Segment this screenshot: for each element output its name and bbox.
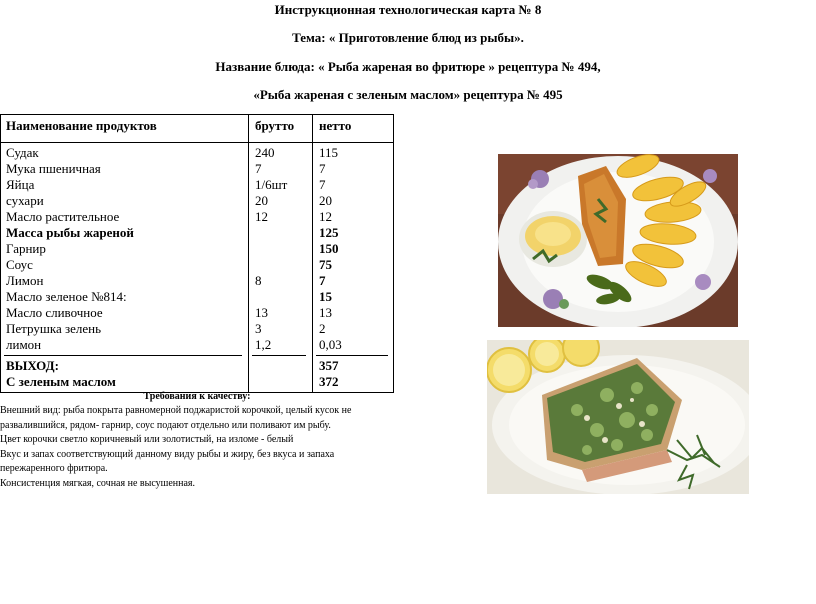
topic: Тема: « Приготовление блюд из рыбы». bbox=[292, 30, 524, 45]
ingredient-name: Масло сливочное bbox=[6, 305, 103, 320]
ingredient-name: Гарнир bbox=[6, 241, 46, 256]
ingredient-brutto: 1,2 bbox=[255, 337, 272, 352]
fish-green-butter-image bbox=[487, 340, 749, 494]
quality-line: Внешний вид: рыба покрыта равномерной поджаристой корочкой, целый кусок не bbox=[0, 405, 352, 416]
ingredient-name: лимон bbox=[6, 337, 42, 352]
ingredient-brutto: 1/6шт bbox=[255, 177, 288, 192]
ingredient-name: сухари bbox=[6, 193, 44, 208]
ingredient-netto: 75 bbox=[319, 257, 332, 272]
col-divider-2 bbox=[312, 115, 313, 392]
ingredient-name: Масло зеленое №814: bbox=[6, 289, 127, 304]
fried-fish-photo bbox=[498, 154, 738, 327]
underline-brutto bbox=[252, 355, 306, 356]
ingredient-name: Масло растительное bbox=[6, 209, 120, 224]
green-butter-label: С зеленым маслом bbox=[6, 374, 116, 389]
underline-netto bbox=[316, 355, 388, 356]
ingredient-brutto: 7 bbox=[255, 161, 262, 176]
ingredient-netto: 7 bbox=[319, 177, 326, 192]
output-label: ВЫХОД: bbox=[6, 358, 59, 373]
quality-line: Цвет корочки светло коричневый или золотистый, на изломе - белый bbox=[0, 434, 294, 445]
green-butter-value: 372 bbox=[319, 374, 339, 389]
header-divider bbox=[1, 142, 393, 143]
ingredient-netto: 150 bbox=[319, 241, 339, 256]
quality-line: пережаренного фритюра. bbox=[0, 463, 108, 474]
ingredient-netto: 115 bbox=[319, 145, 339, 160]
ingredient-brutto: 240 bbox=[255, 145, 275, 160]
recipe-table bbox=[0, 114, 394, 393]
ingredient-name: Соус bbox=[6, 257, 33, 272]
ingredient-name: Лимон bbox=[6, 273, 44, 288]
ingredient-netto: 125 bbox=[319, 225, 339, 240]
ingredient-name: Яйца bbox=[6, 177, 35, 192]
ingredient-netto: 15 bbox=[319, 289, 332, 304]
ingredient-brutto: 20 bbox=[255, 193, 268, 208]
underline-name bbox=[4, 355, 242, 356]
ingredient-brutto: 13 bbox=[255, 305, 268, 320]
dish-name: Название блюда: « Рыба жареная во фритюре » рецептура № 494, bbox=[215, 59, 601, 74]
col-header-netto: нетто bbox=[319, 118, 352, 133]
ingredient-brutto: 12 bbox=[255, 209, 268, 224]
green-butter-fish-photo bbox=[487, 340, 749, 494]
output-value: 357 bbox=[319, 358, 339, 373]
ingredient-netto: 0,03 bbox=[319, 337, 342, 352]
quality-line: Консистенция мягкая, сочная не высушенная. bbox=[0, 477, 196, 489]
ingredient-netto: 2 bbox=[319, 321, 326, 336]
dish-name-2: «Рыба жареная с зеленым маслом» рецептура № 495 bbox=[253, 87, 563, 102]
ingredient-name: Петрушка зелень bbox=[6, 321, 102, 336]
ingredient-netto: 13 bbox=[319, 305, 332, 320]
fried-fish-plate-image bbox=[498, 154, 738, 327]
quality-line: Вкус и запах соответствующий данному виду рыбы и жиру, без вкуса и запаха bbox=[0, 448, 335, 460]
ingredient-netto: 20 bbox=[319, 193, 332, 208]
ingredient-name: Мука пшеничная bbox=[6, 161, 101, 176]
col-header-brutto: брутто bbox=[255, 118, 295, 133]
ingredient-netto: 12 bbox=[319, 209, 332, 224]
ingredient-netto: 7 bbox=[319, 161, 326, 176]
ingredient-name: Масса рыбы жареной bbox=[6, 225, 134, 240]
ingredient-brutto: 3 bbox=[255, 321, 262, 336]
card-title: Инструкционная технологическая карта № 8 bbox=[274, 2, 542, 17]
quality-line: развалившийся, рядом- гарнир, соус подают отдельно или поливают им рыбу. bbox=[0, 419, 331, 431]
col-divider-1 bbox=[248, 115, 249, 392]
ingredient-name: Судак bbox=[6, 145, 39, 160]
ingredient-brutto: 8 bbox=[255, 273, 262, 288]
quality-title: Требования к качеству: bbox=[143, 391, 251, 402]
ingredient-netto: 7 bbox=[319, 273, 326, 288]
col-header-product: Наименование продуктов bbox=[6, 118, 157, 133]
